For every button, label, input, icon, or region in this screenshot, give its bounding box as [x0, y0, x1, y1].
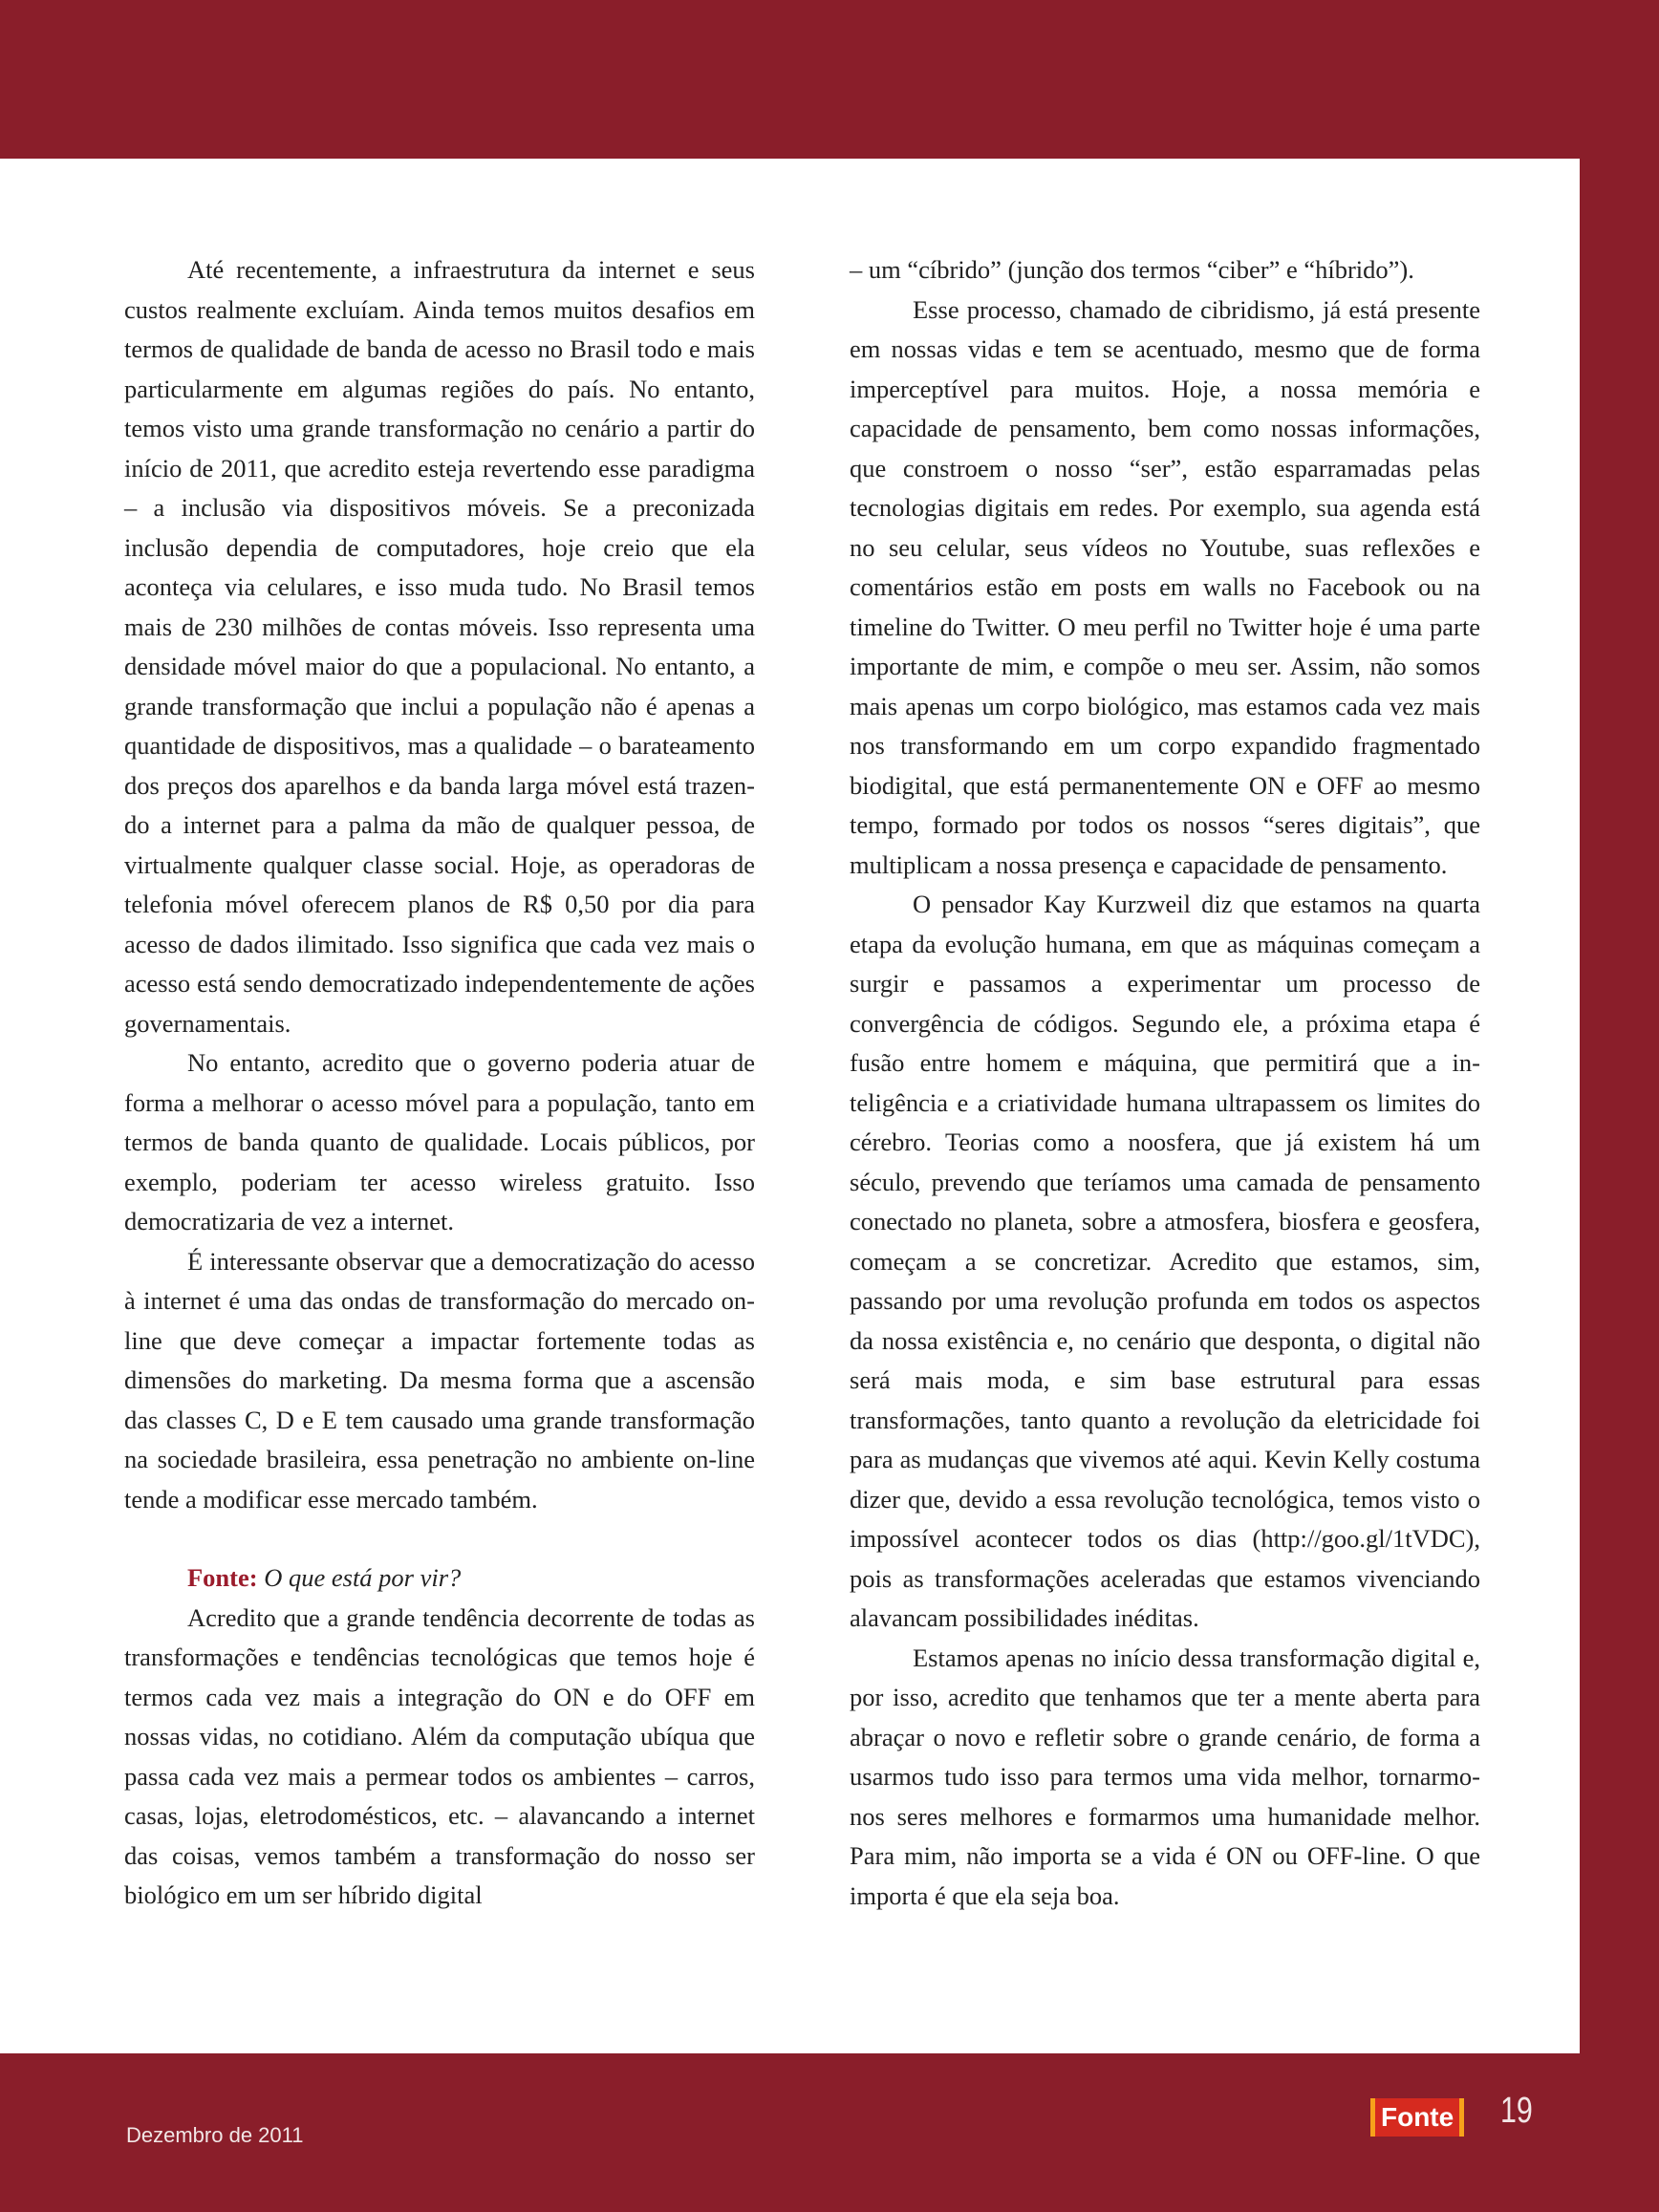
body-paragraph: Esse processo, chamado de cibridismo, já está presente em nossas vidas e tem se acentuado, mesmo que de forma imperceptível para muitos. Hoje, a nossa memória e capacidade de pensamento, bem como nossas informações, que constroem o nosso “ser”, estão esparramadas pelas tecnologias digitais em redes. Por exemplo, sua agenda está no seu celular, seus vídeos no Youtube, suas reflexões e comentários estão em posts em walls no Facebook ou na timeline do Twitter. O meu perfil no Twitter hoje é uma parte importante de mim, e compõe o meu ser. Assim, não somos mais apenas um corpo biológico, mas estamos cada vez mais nos transformando em um corpo expandido fragmentado biodigital, que está permanentemente ON e OFF ao mesmo tempo, formado por todos os nossos “seres digitais”, que multiplicam a nossa presença e capacidade de pensamento. [850, 294, 1480, 879]
footer-date: Dezembro de 2011 [126, 2123, 304, 2147]
body-paragraph: Estamos apenas no início dessa transformação digital e, por isso, acredito que tenhamos que ter a mente aberta para abraçar o novo e refletir sobre o grande cenário, de forma a usarmos tudo isso para termos uma vida melhor, tornarmo-nos seres melhores e formarmos uma humanidade melhor. Para mim, não importa se a vida é ON ou OFF-line. O que importa é que ela seja boa. [850, 1643, 1480, 1910]
body-paragraph: O pensador Kay Kurzweil diz que estamos na quarta etapa da evolução humana, em que as máquinas começam a surgir e passamos a experimentar um processo de convergência de códigos. Segundo ele, a próxima etapa é fusão entre homem e máquina, que permitirá que a inteligência e a criatividade humana ultrapassem os limites do cérebro. Teorias como a noosfera, que já existem há um século, prevendo que teríamos uma camada de pensamento conectado no planeta, sobre a atmosfera, biosfera e geosfera, começam a se concretizar. Acredito que estamos, sim, passando por uma revolução profunda em todos os aspectos da nossa existência e, no cenário que desponta, o digital não será mais moda, e sim base estrutural para essas transformações, tanto quanto a revolução da eletricidade foi para as mudanças que vivemos até aqui. Kevin Kelly costuma dizer que, devido a essa revolução tecnológica, temos visto o impossível acontecer todos os dias (http://goo.gl/1tVDC), pois as transformações aceleradas que estamos vivenciando alavancam possibilidades inéditas. [850, 890, 1480, 1632]
body-paragraph: No entanto, acredito que o governo poderia atuar de forma a melhorar o acesso móvel para a população, tanto em termos de banda quanto de qualidade. Locais públicos, por exemplo, poderiam ter acesso wireless gratuito. Isso democratizaria de vez a internet. [124, 1048, 755, 1235]
logo-text: Fonte [1375, 2098, 1459, 2137]
fonte-logo [1370, 2096, 1464, 2138]
right-column [850, 250, 1480, 1916]
page-number: 19 [1500, 2091, 1533, 2131]
logo-bar-right [1459, 2098, 1464, 2137]
body-paragraph: – um “cíbrido” (junção dos termos “ciber” e “híbrido”). [850, 255, 1414, 284]
source-title: O que está por vir? [264, 1563, 462, 1592]
body-paragraph: Até recentemente, a infraestrutura da internet e seus custos realmente excluíam. Ainda temos muitos desafios em termos de qualidade de banda de acesso no Brasil todo e mais particularmente em algumas regiões do país. No entanto, temos visto uma grande transformação no cenário a partir do início de 2011, que acredito esteja revertendo esse paradigma – a inclusão via dispositivos móveis. Se a preconizada inclusão dependia de computadores, hoje creio que ela aconteça via celulares, e isso muda tudo. No Brasil temos mais de 230 milhões de contas móveis. Isso representa uma densidade móvel maior do que a populacional. No entanto, a grande transformação que inclui a população não é apenas a quantidade de dispositivos, mas a qualidade – o barateamento dos preços dos aparelhos e da banda larga móvel está trazendo a internet para a palma da mão de qualquer pessoa, de virtualmente qualquer classe social. Hoje, as operadoras de telefonia móvel oferecem planos de R$ 0,50 por dia para acesso de dados ilimitado. Isso significa que cada vez mais o acesso está sendo democratizado independentemente de ações governamentais. [124, 255, 755, 1038]
source-label: Fonte: [187, 1563, 258, 1592]
body-paragraph: É interessante observar que a democratização do acesso à internet é uma das ondas de transformação do mercado on-line que deve começar a impactar fortemente todas as dimensões do marketing. Da mesma forma que a ascensão das classes C, D e E tem causado uma grande transformação na sociedade brasileira, essa penetração no ambiente on-line tende a modificar esse mercado também. [124, 1246, 755, 1514]
body-paragraph: Acredito que a grande tendência decorrente de todas as transformações e tendências tecnológicas que temos hoje é termos cada vez mais a integração do ON e do OFF em nossas vidas, no cotidiano. Além da computação ubíqua que passa cada vez mais a permear todos os ambientes – carros, casas, lojas, eletrodomésticos, etc. – alavancando a internet das coisas, vemos também a transformação do nosso ser biológico em um ser híbrido digital [124, 1602, 755, 1909]
left-column [124, 250, 755, 1916]
source-line [124, 1558, 755, 1599]
header-band [0, 0, 1659, 159]
